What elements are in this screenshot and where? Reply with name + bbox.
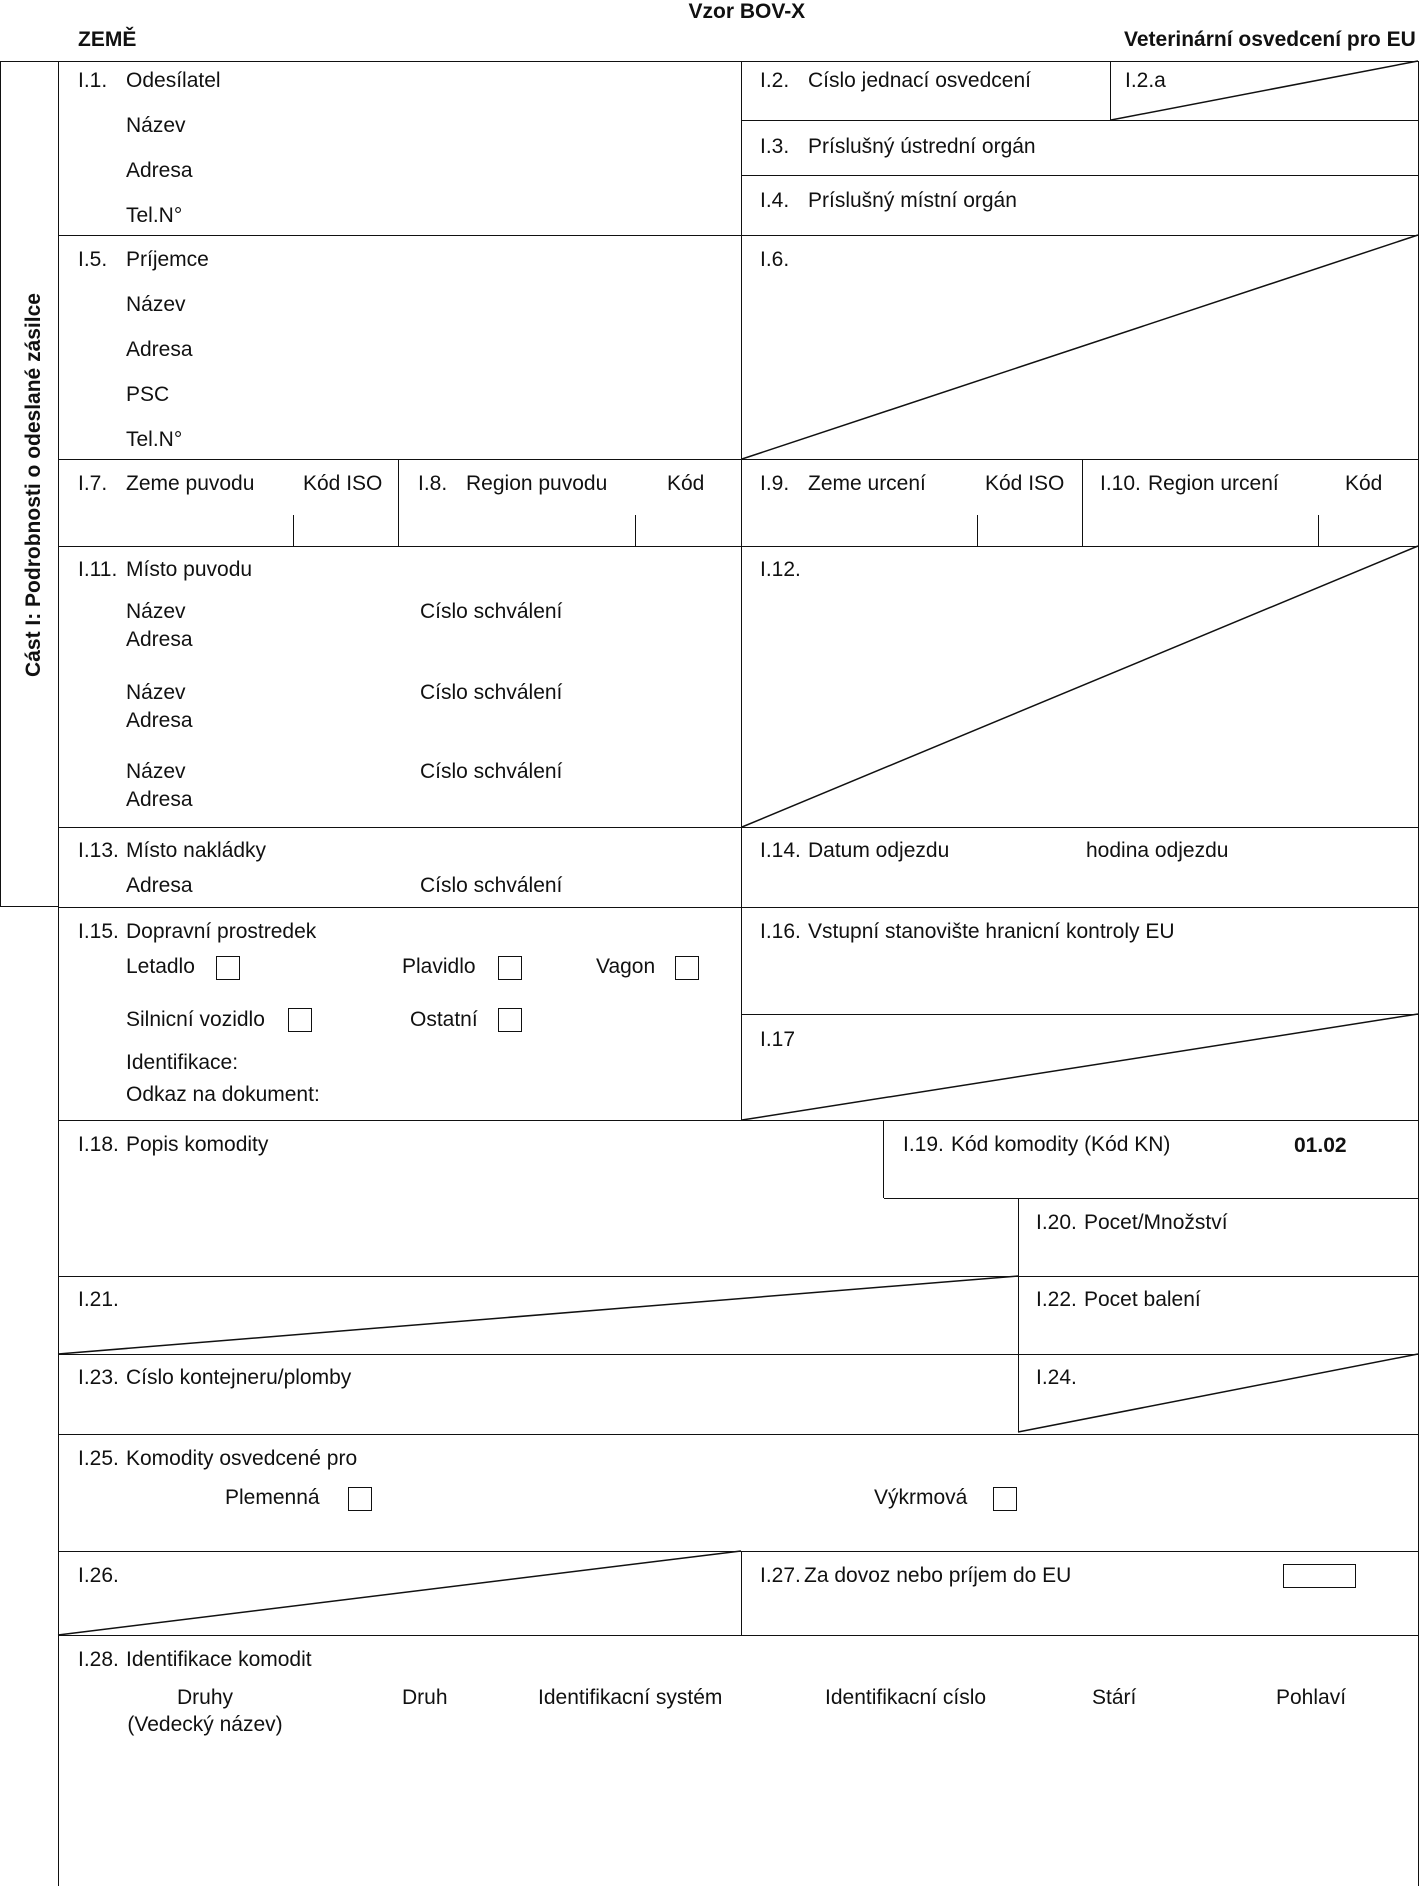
box-i17-number: I.17 — [760, 1028, 796, 1051]
field-approval-label[interactable]: Císlo schválení — [420, 874, 563, 897]
box-title: Odesílatel — [126, 69, 221, 92]
box-number: I.16. — [760, 920, 801, 943]
box-title: Dopravní prostredek — [126, 920, 317, 943]
box-number: I.18. — [78, 1133, 119, 1156]
ship-label: Plavidlo — [402, 955, 476, 978]
departure-time-label: hodina odjezdu — [1086, 839, 1229, 862]
column-header-species — [110, 1686, 300, 1737]
identification-label[interactable]: Identifikace: — [126, 1051, 239, 1074]
box-title: Datum odjezdu — [808, 839, 950, 862]
field-name-label[interactable]: Název — [126, 681, 186, 704]
box-title: Príslušný místní orgán — [808, 189, 1017, 212]
fattening-label: Výkrmová — [874, 1486, 968, 1509]
field-approval-label[interactable]: Císlo schválení — [420, 681, 563, 704]
box-title: Kód komodity (Kód KN) — [951, 1133, 1171, 1156]
box-i26-number: I.26. — [78, 1564, 119, 1587]
box-title: Zeme urcení — [808, 472, 926, 495]
box-number: I.20. — [1036, 1211, 1077, 1234]
box-number: I.10. — [1100, 472, 1141, 495]
field-name-label[interactable]: Název — [126, 760, 186, 783]
side-section-label: Cást I: Podrobnosti o odeslané zásilce — [22, 293, 45, 677]
column-header-identification-number: Identifikacní císlo — [825, 1686, 987, 1709]
box-title: Vstupní stanovište hranicní kontroly EU — [808, 920, 1175, 943]
box-title: Region urcení — [1148, 472, 1279, 495]
other-transport-label: Ostatní — [410, 1008, 478, 1031]
box-number: I.15. — [78, 920, 119, 943]
box-title: Místo nakládky — [126, 839, 267, 862]
ship-checkbox[interactable] — [498, 956, 522, 980]
box-number: I.19. — [903, 1133, 944, 1156]
box-title: Zeme puvodu — [126, 472, 255, 495]
field-address-label[interactable]: Adresa — [126, 788, 193, 811]
road-vehicle-checkbox[interactable] — [288, 1008, 312, 1032]
box-title: Za dovoz nebo príjem do EU — [804, 1564, 1072, 1587]
box-i21-number: I.21. — [78, 1288, 119, 1311]
box-title: Pocet balení — [1084, 1288, 1201, 1311]
aircraft-label: Letadlo — [126, 955, 195, 978]
other-transport-checkbox[interactable] — [498, 1008, 522, 1032]
wagon-checkbox[interactable] — [675, 956, 699, 980]
box-number: I.13. — [78, 839, 119, 862]
box-number: I.1. — [78, 69, 108, 92]
certificate-title: Veterinární osvedcení pro EU — [1124, 28, 1416, 51]
column-header-sex: Pohlaví — [1276, 1686, 1347, 1709]
field-address-label[interactable]: Adresa — [126, 159, 193, 182]
country-label: ZEMĚ — [78, 28, 137, 51]
field-postcode-label[interactable]: PSC — [126, 383, 170, 406]
box-number: I.27. — [760, 1564, 801, 1587]
box-i24-number: I.24. — [1036, 1366, 1077, 1389]
box-title: Místo puvodu — [126, 558, 253, 581]
box-number: I.11. — [78, 558, 118, 581]
box-number: I.23. — [78, 1366, 119, 1389]
box-title: Region puvodu — [466, 472, 608, 495]
box-number: I.14. — [760, 839, 801, 862]
box-number: I.3. — [760, 135, 790, 158]
species-label: Druhy — [176, 1686, 234, 1709]
model-title: Vzor BOV-X — [688, 0, 806, 23]
field-name-label[interactable]: Název — [126, 114, 186, 137]
box-number: I.4. — [760, 189, 790, 212]
commodity-code-value: 01.02 — [1294, 1134, 1347, 1157]
document-reference-label[interactable]: Odkaz na dokument: — [126, 1083, 320, 1106]
field-tel-label[interactable]: Tel.N° — [126, 204, 183, 227]
box-number: I.22. — [1036, 1288, 1077, 1311]
box-title: Komodity osvedcené pro — [126, 1447, 358, 1470]
field-address-label[interactable]: Adresa — [126, 709, 193, 732]
field-name-label[interactable]: Název — [126, 600, 186, 623]
box-title: Pocet/Množství — [1084, 1211, 1228, 1234]
scientific-name-label: (Vedecký název) — [127, 1713, 283, 1736]
box-title: Príjemce — [126, 248, 209, 271]
box-title: Popis komodity — [126, 1133, 269, 1156]
box-number: I.8. — [418, 472, 448, 495]
iso-code-label: Kód ISO — [303, 472, 383, 495]
road-vehicle-label: Silnicní vozidlo — [126, 1008, 265, 1031]
wagon-label: Vagon — [596, 955, 656, 978]
box-number: I.28. — [78, 1648, 119, 1671]
box-title: Identifikace komodit — [126, 1648, 312, 1671]
box-title: Príslušný ústrední orgán — [808, 135, 1036, 158]
field-approval-label[interactable]: Císlo schválení — [420, 760, 563, 783]
column-header-identification-system: Identifikacní systém — [538, 1686, 723, 1709]
code-label: Kód — [1345, 472, 1383, 495]
code-label: Kód — [667, 472, 705, 495]
aircraft-checkbox[interactable] — [216, 956, 240, 980]
fattening-checkbox[interactable] — [993, 1487, 1017, 1511]
field-address-label[interactable]: Adresa — [126, 338, 193, 361]
box-number: I.7. — [78, 472, 108, 495]
box-i6-number: I.6. — [760, 248, 790, 271]
box-number: I.25. — [78, 1447, 119, 1470]
breeding-checkbox[interactable] — [348, 1487, 372, 1511]
field-name-label[interactable]: Název — [126, 293, 186, 316]
breeding-label: Plemenná — [225, 1486, 320, 1509]
field-approval-label[interactable]: Císlo schválení — [420, 600, 563, 623]
field-address-label[interactable]: Adresa — [126, 874, 193, 897]
import-checkbox[interactable] — [1283, 1564, 1356, 1588]
box-sub-number: I.2.a — [1125, 69, 1166, 92]
box-title: Císlo jednací osvedcení — [808, 69, 1031, 92]
box-number: I.9. — [760, 472, 790, 495]
box-i12-number: I.12. — [760, 558, 801, 581]
box-title: Císlo kontejneru/plomby — [126, 1366, 352, 1389]
box-number: I.2. — [760, 69, 790, 92]
box-number: I.5. — [78, 248, 108, 271]
field-tel-label[interactable]: Tel.N° — [126, 428, 183, 451]
column-header-age: Stárí — [1092, 1686, 1137, 1709]
iso-code-label: Kód ISO — [985, 472, 1065, 495]
field-address-label[interactable]: Adresa — [126, 628, 193, 651]
column-header-breed: Druh — [402, 1686, 448, 1709]
